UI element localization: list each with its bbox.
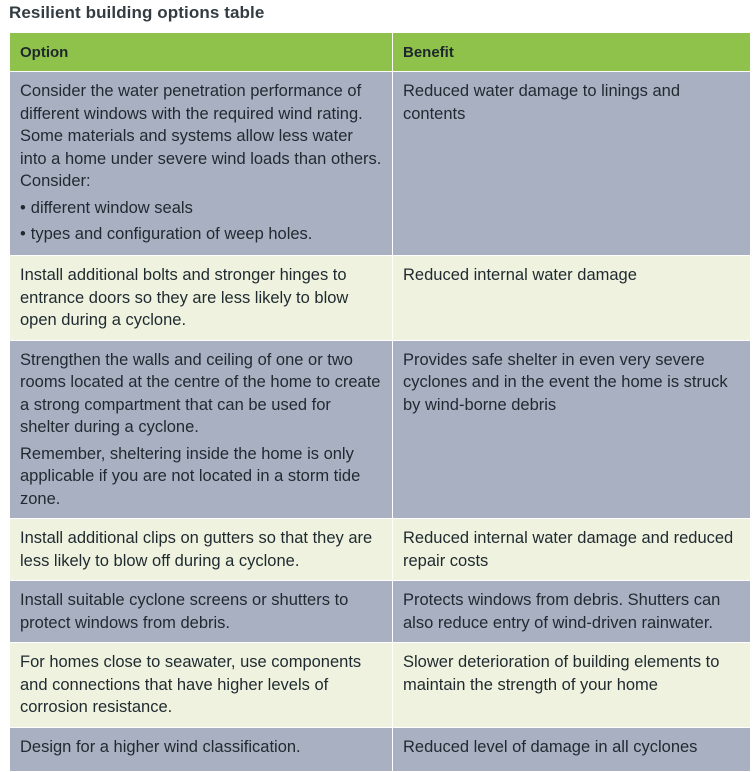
- option-bullet-text: different window seals: [30, 198, 193, 217]
- benefit-cell: [393, 727, 751, 771]
- option-bullet-item: [20, 197, 382, 220]
- table-row: [10, 581, 751, 643]
- option-paragraph: Consider the water penetration performance of different windows with the required wind rating. Some materials and systems allow less water into a home under severe wind loads than others. Consider:: [20, 82, 382, 190]
- benefit-text: Reduced water damage to linings and contents: [403, 82, 681, 123]
- option-cell: [10, 643, 393, 728]
- option-cell: [10, 519, 393, 581]
- table-row: [10, 256, 751, 341]
- table-row: [10, 340, 751, 519]
- benefit-cell: [393, 256, 751, 341]
- benefit-cell: [393, 581, 751, 643]
- benefit-text: Reduced internal water damage: [403, 266, 637, 284]
- option-paragraph: Strengthen the walls and ceiling of one or two rooms located at the centre of the home to create a strong compartment that can be used for shelter during a cyclone.: [20, 350, 381, 436]
- resilient-options-table: [9, 32, 751, 772]
- header-row: [10, 33, 751, 72]
- benefit-text: Protects windows from debris. Shutters can also reduce entry of wind-driven rainwater.: [403, 591, 721, 632]
- benefit-text: Reduced level of damage in all cyclones: [403, 737, 698, 756]
- benefit-text: Provides safe shelter in even very severe cyclones and in the event the home is struck by wind-borne debris: [403, 350, 728, 414]
- option-paragraph: Install additional bolts and stronger hinges to entrance doors so they are less likely to blow open during a cyclone.: [20, 266, 349, 329]
- benefit-cell: [393, 519, 751, 581]
- option-paragraph: Install suitable cyclone screens or shutters to protect windows from debris.: [20, 591, 349, 632]
- option-paragraph: Install additional clips on gutters so that they are less likely to blow off during a cyclone.: [20, 529, 373, 570]
- table-title: Resilient building options table: [9, 3, 265, 22]
- option-bullet-item: [20, 223, 382, 246]
- header-benefit: Benefit: [393, 33, 751, 72]
- benefit-cell: [393, 643, 751, 728]
- bullet-icon: •: [20, 225, 26, 243]
- option-paragraph: Remember, sheltering inside the home is only applicable if you are not located in a storm tide zone.: [20, 444, 361, 508]
- option-cell: [10, 256, 393, 341]
- option-paragraph: For homes close to seawater, use components and connections that have higher levels of corrosion resistance.: [20, 653, 362, 716]
- benefit-text: Slower deterioration of building elements to maintain the strength of your home: [403, 653, 720, 694]
- table-row: [10, 519, 751, 581]
- header-option: Option: [10, 33, 393, 72]
- option-paragraph: Design for a higher wind classification.: [20, 737, 301, 756]
- option-bullet-text: types and configuration of weep holes.: [30, 225, 313, 243]
- table-row: [10, 727, 751, 771]
- benefit-cell: [393, 72, 751, 256]
- option-bullet-list: [20, 197, 382, 246]
- table-body: [10, 72, 751, 772]
- option-cell: [10, 340, 393, 519]
- benefit-cell: [393, 340, 751, 519]
- table-row: [10, 72, 751, 256]
- option-cell: [10, 727, 393, 771]
- option-cell: [10, 72, 393, 256]
- option-cell: [10, 581, 393, 643]
- table-row: [10, 643, 751, 728]
- bullet-icon: •: [20, 198, 26, 217]
- benefit-text: Reduced internal water damage and reduced repair costs: [403, 529, 734, 570]
